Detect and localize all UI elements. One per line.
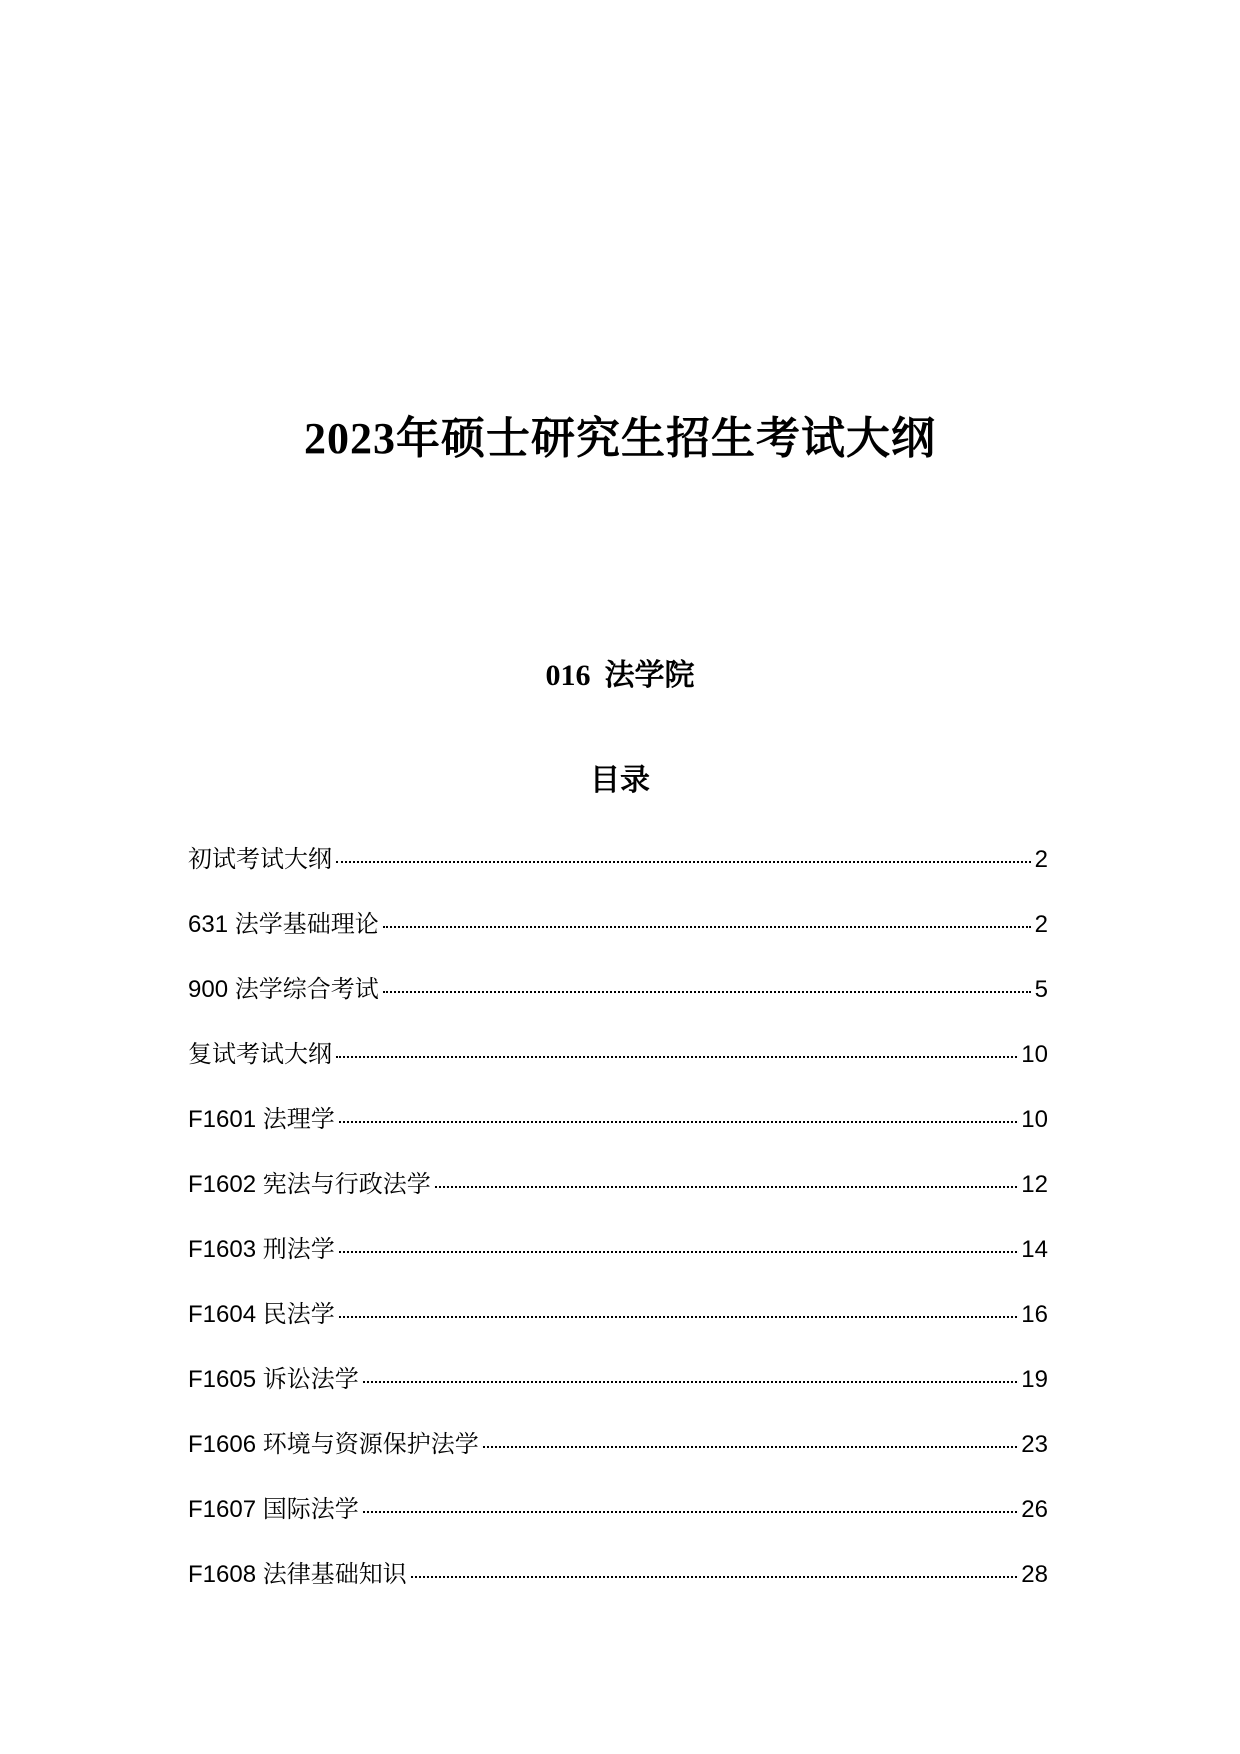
toc-entry[interactable] xyxy=(188,845,1048,910)
toc-entry-page: 19 xyxy=(1021,1366,1048,1393)
toc-leader-dots xyxy=(336,1056,1017,1058)
toc-entry[interactable] xyxy=(188,1105,1048,1170)
toc-leader-dots xyxy=(411,1576,1018,1578)
toc-entry-page: 12 xyxy=(1021,1171,1048,1198)
toc-entry[interactable] xyxy=(188,975,1048,1040)
toc-entry-page: 28 xyxy=(1021,1561,1048,1588)
toc-leader-dots xyxy=(336,861,1031,863)
toc-entry[interactable] xyxy=(188,1560,1048,1625)
toc-entry[interactable] xyxy=(188,1430,1048,1495)
toc-entry[interactable] xyxy=(188,1300,1048,1365)
toc-entry-label: F1607 国际法学 xyxy=(188,1496,359,1523)
document-title: 2023年硕士研究生招生考试大纲 xyxy=(304,414,936,464)
toc-entry-page: 2 xyxy=(1034,846,1048,873)
toc-leader-dots xyxy=(363,1381,1018,1383)
toc-entry-label: F1605 诉讼法学 xyxy=(188,1366,359,1393)
toc-entry-page: 16 xyxy=(1021,1301,1048,1328)
toc-entry[interactable] xyxy=(188,1235,1048,1300)
toc-entry-label: F1601 法理学 xyxy=(188,1106,335,1133)
toc-entry-label: F1606 环境与资源保护法学 xyxy=(188,1431,479,1458)
toc-entry-page: 26 xyxy=(1021,1496,1048,1523)
toc-entry-page: 23 xyxy=(1021,1431,1048,1458)
toc-heading: 目录 xyxy=(590,764,650,797)
toc-leader-dots xyxy=(483,1446,1018,1448)
toc-leader-dots xyxy=(339,1121,1018,1123)
toc-entry[interactable] xyxy=(188,1040,1048,1105)
table-of-contents xyxy=(188,845,1048,1625)
toc-leader-dots xyxy=(363,1511,1018,1513)
department-name: 法学院 xyxy=(604,659,695,692)
toc-entry-label: F1602 宪法与行政法学 xyxy=(188,1171,431,1198)
department-code: 016 xyxy=(545,659,591,692)
toc-entry-page: 10 xyxy=(1021,1106,1048,1133)
toc-leader-dots xyxy=(339,1316,1018,1318)
toc-entry-label: 900 法学综合考试 xyxy=(188,976,379,1003)
department-heading xyxy=(0,655,1240,697)
toc-entry-label: F1603 刑法学 xyxy=(188,1236,335,1263)
toc-entry-label: 631 法学基础理论 xyxy=(188,911,379,938)
toc-leader-dots xyxy=(383,926,1031,928)
toc-entry-label: F1604 民法学 xyxy=(188,1301,335,1328)
toc-entry-label: F1608 法律基础知识 xyxy=(188,1561,407,1588)
toc-entry[interactable] xyxy=(188,1495,1048,1560)
toc-entry-page: 5 xyxy=(1034,976,1048,1003)
toc-entry-label: 初试考试大纲 xyxy=(188,846,332,873)
toc-entry[interactable] xyxy=(188,1365,1048,1430)
toc-entry-page: 10 xyxy=(1021,1041,1048,1068)
toc-entry-page: 14 xyxy=(1021,1236,1048,1263)
toc-entry[interactable] xyxy=(188,910,1048,975)
toc-entry-page: 2 xyxy=(1034,911,1048,938)
toc-entry[interactable] xyxy=(188,1170,1048,1235)
toc-entry-label: 复试考试大纲 xyxy=(188,1041,332,1068)
toc-leader-dots xyxy=(383,991,1031,993)
toc-leader-dots xyxy=(339,1251,1018,1253)
toc-leader-dots xyxy=(435,1186,1018,1188)
